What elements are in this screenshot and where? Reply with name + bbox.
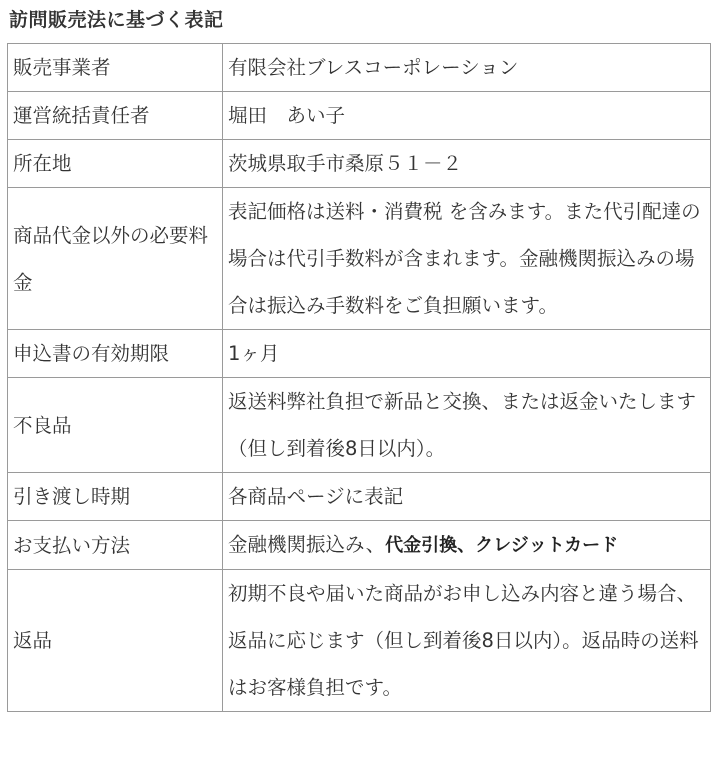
row-label-seller: 販売事業者 — [8, 44, 223, 92]
row-label-manager: 運営統括責任者 — [8, 92, 223, 140]
row-value-delivery: 各商品ページに表記 — [223, 473, 711, 521]
row-label-delivery: 引き渡し時期 — [8, 473, 223, 521]
row-value-extra-fees: 表記価格は送料・消費税 を含みます。また代引配達の場合は代引手数料が含まれます。金融機関振込みの場合は振込み手数料をご負担願います。 — [223, 188, 711, 330]
row-value-seller: 有限会社ブレスコーポレーション — [223, 44, 711, 92]
table-row — [8, 330, 711, 378]
row-label-returns: 返品 — [8, 570, 223, 712]
payment-methods-plain: 金融機関振込み、 — [228, 533, 386, 556]
row-label-address: 所在地 — [8, 140, 223, 188]
row-label-extra-fees: 商品代金以外の必要料金 — [8, 188, 223, 330]
table-row — [8, 521, 711, 570]
table-row — [8, 473, 711, 521]
row-value-returns: 初期不良や届いた商品がお申し込み内容と違う場合、返品に応じます（但し到着後8日以内）。返品時の送料はお客様負担です。 — [223, 570, 711, 712]
table-row — [8, 570, 711, 712]
table-row — [8, 44, 711, 92]
table-row — [8, 378, 711, 473]
row-value-defective: 返送料弊社負担で新品と交換、または返金いたします（但し到着後8日以内）。 — [223, 378, 711, 473]
row-value-payment — [223, 521, 711, 570]
row-value-validity: 1ヶ月 — [223, 330, 711, 378]
row-label-payment: お支払い方法 — [8, 521, 223, 570]
table-row — [8, 92, 711, 140]
row-value-manager: 堀田 あい子 — [223, 92, 711, 140]
row-label-defective: 不良品 — [8, 378, 223, 473]
page-title: 訪問販売法に基づく表記 — [9, 9, 224, 31]
row-value-address: 茨城県取手市桑原５１－２ — [223, 140, 711, 188]
table-row — [8, 188, 711, 330]
table-row — [8, 140, 711, 188]
payment-methods-emphasized: 代金引換、クレジットカード — [385, 535, 619, 556]
row-label-validity: 申込書の有効期限 — [8, 330, 223, 378]
legal-notice-table — [7, 43, 711, 712]
